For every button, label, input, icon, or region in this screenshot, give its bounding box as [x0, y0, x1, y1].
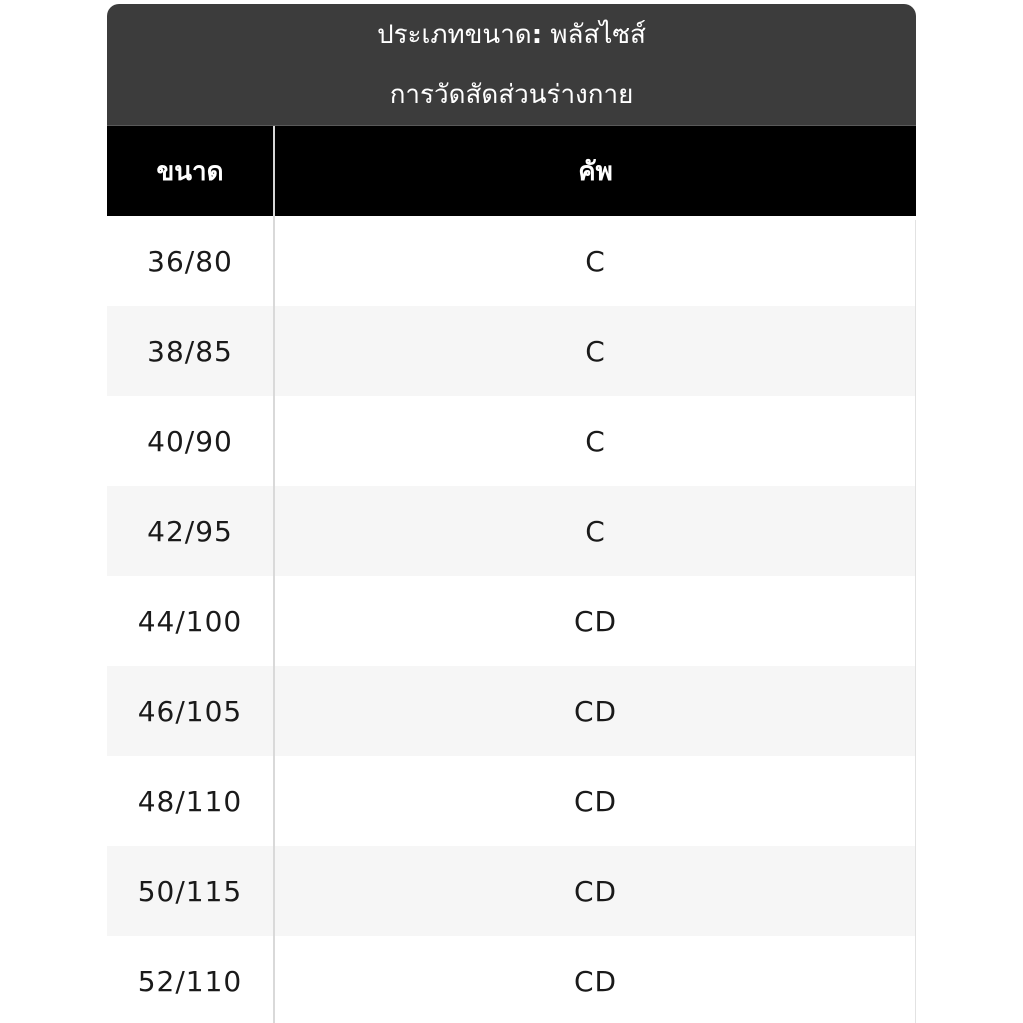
card-border: [915, 220, 916, 1023]
size-cell: 52/110: [107, 936, 275, 1023]
size-cell: 36/80: [107, 216, 275, 306]
table-row: [107, 666, 916, 756]
size-chart-card: [107, 4, 916, 1023]
size-cell: 38/85: [107, 306, 275, 396]
size-column-header: [107, 126, 275, 216]
table-row: [107, 576, 916, 666]
table-body: [107, 216, 916, 1023]
cup-column-header-label: คัพ: [578, 156, 613, 187]
size-cell: 50/115: [107, 846, 275, 936]
cup-cell: CD: [573, 964, 618, 998]
size-type-label: ประเภทขนาด: [377, 20, 532, 50]
table-row: [107, 306, 916, 396]
size-type-value: พลัสไซส์: [550, 20, 646, 50]
cup-cell: C: [585, 424, 606, 458]
table-row: [107, 396, 916, 486]
cup-column-header: [275, 126, 916, 216]
size-cell: 46/105: [107, 666, 275, 756]
table-row: [107, 936, 916, 1023]
size-cell: 42/95: [107, 486, 275, 576]
cup-cell: C: [585, 244, 606, 278]
cup-cell: CD: [573, 874, 618, 908]
table-row: [107, 756, 916, 846]
cup-cell: C: [585, 334, 606, 368]
size-cell: 48/110: [107, 756, 275, 846]
table-row: [107, 486, 916, 576]
size-cell: 44/100: [107, 576, 275, 666]
cup-cell: CD: [573, 784, 618, 818]
table-row: [107, 846, 916, 936]
size-cell: 40/90: [107, 396, 275, 486]
table-row: [107, 216, 916, 306]
cup-cell: CD: [573, 694, 618, 728]
cup-cell: CD: [573, 604, 618, 638]
table-header-row: [107, 126, 916, 216]
size-column-header-label: ขนาด: [156, 156, 224, 187]
measurement-subtitle: การวัดสัดส่วนร่างกาย: [389, 80, 634, 110]
cup-cell: C: [585, 514, 606, 548]
size-chart-header: [107, 4, 916, 126]
size-type-separator: :: [531, 20, 543, 50]
size-type-title: [107, 4, 916, 49]
